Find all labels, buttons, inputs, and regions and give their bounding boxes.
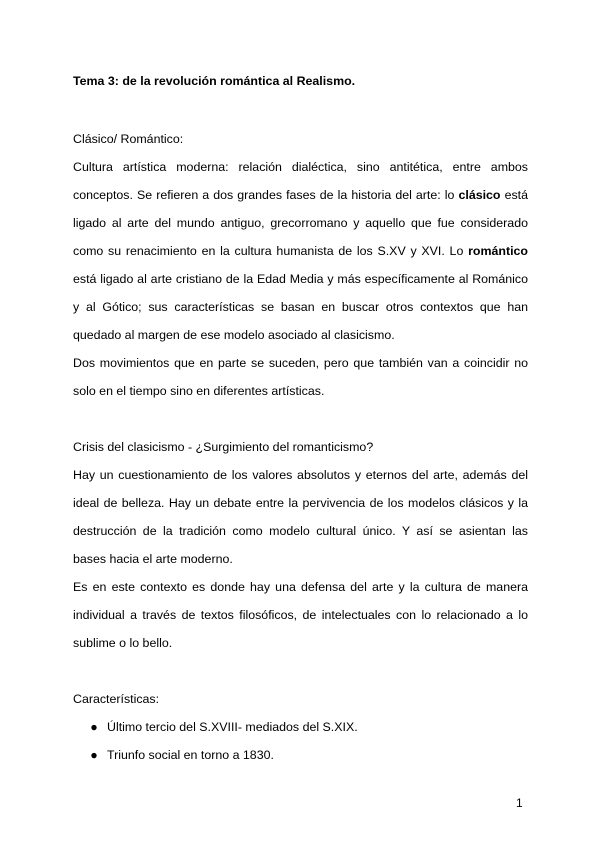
spacer (73, 91, 528, 125)
list-item-text: Último tercio del S.XVIII- mediados del S.XIX. (107, 720, 358, 734)
list-item (73, 713, 528, 741)
bullet-icon: ● (90, 748, 98, 762)
paragraph-contexto: Es en este contexto es donde hay una defensa del arte y la cultura de manera individual a través de textos filosóficos, de intelectuales con lo relacionado a lo sublime o lo bello. (73, 580, 528, 650)
bold-term-clasico: clásico (458, 188, 501, 202)
spacer (73, 657, 528, 685)
document-title: Tema 3: de la revolución romántica al Realismo. (73, 74, 356, 88)
paragraph-text: está ligado al arte del mundo antiguo, grecorromano y aquello que fue considerado como su renacimiento en la cultura humanista de los S.XV y XVI. Lo (73, 188, 528, 258)
paragraph-text: Cultura artística moderna: relación dialéctica, sino antitética, entre ambos conceptos. Se refieren a dos grandes fases de la historia del arte: lo (73, 160, 528, 202)
page-content (73, 71, 528, 769)
paragraph-cuestionamiento: Hay un cuestionamiento de los valores absolutos y eternos del arte, además del ideal de belleza. Hay un debate entre la pervivencia de los modelos clásicos y la destrucción de la tradición como modelo cultural único. Y así se asientan las bases hacia el arte moderno. (73, 468, 528, 566)
bullet-icon: ● (90, 720, 98, 734)
paragraph-cultura-artistica (73, 153, 528, 349)
bold-term-romantico: romántico (468, 244, 528, 258)
paragraph-dos-movimientos: Dos movimientos que en parte se suceden, pero que también van a coincidir no solo en el tiempo sino en diferentes artísticas. (73, 356, 528, 398)
list-item (73, 741, 528, 769)
section-heading-clasico-romantico: Clásico/ Romántico: (73, 132, 184, 146)
paragraph-text: está ligado al arte cristiano de la Edad Media y más específicamente al Románico y al Gótico; sus características se basan en buscar otros contextos que han quedado al margen de ese modelo asociado al clasicismo. (73, 272, 528, 342)
page-number: 1 (516, 796, 523, 810)
section-heading-crisis-clasicismo: Crisis del clasicismo - ¿Surgimiento del romanticismo? (73, 440, 374, 454)
characteristics-list (73, 713, 528, 769)
section-heading-caracteristicas: Características: (73, 692, 160, 706)
list-item-text: Triunfo social en torno a 1830. (107, 748, 274, 762)
spacer (73, 405, 528, 433)
